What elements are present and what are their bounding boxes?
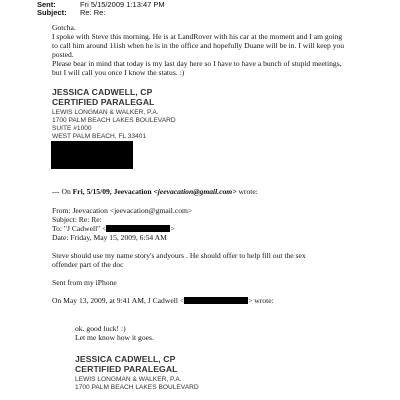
message-line: Please bear in mind that today is my last day here so I have to have a bunch of stupid meetings, [52,59,342,68]
redaction-block [51,141,133,169]
signature-suite: SUITE #1000 [52,125,92,132]
signature-city: WEST PALM BEACH, FL 33401 [52,133,147,140]
signature-firm: LEWIS LONGMAN & WALKER, P.A. [52,109,159,116]
signature-firm: LEWIS LONGMAN & WALKER, P.A. [75,376,182,383]
quoted-to: To: "J Cadwell" < > [52,224,175,233]
message-line: but I will call you once I know the status. :) [52,68,185,77]
signature-title: CERTIFIED PARALEGAL [75,364,178,374]
signature-name: JESSICA CADWELL, CP [75,354,176,364]
message-greeting: Gotcha. [52,23,76,32]
quoted-date: Date: Friday, May 15, 2009, 6:54 AM [52,233,167,242]
sent-label: Sent: [37,0,56,9]
quoted-from: From: Jeevacation <jeevacation@gmail.com> [52,206,193,215]
sent-from-iphone: Sent from my iPhone [52,278,117,287]
message-line: posted. [52,50,74,59]
redaction-inline [184,297,248,304]
nested-intro: On May 13, 2009, at 9:41 AM, J Cadwell < > wrote: [52,296,274,305]
quoted-reply-line: Let me know how it goes. [75,333,154,342]
signature-street: 1700 PALM BEACH LAKES BOULEVARD [52,117,176,124]
quoted-intro: --- On Fri, 5/15/09, Jeevacation <jeevacation@gmail.com> wrote: [52,187,258,196]
quoted-reply-line: ok. good luck! :) [75,324,126,333]
redaction-inline [106,225,170,232]
sent-value: Fri 5/15/2009 1:13:47 PM [80,0,165,9]
quoted-body-line: offender part of the doc [52,260,124,269]
signature-name: JESSICA CADWELL, CP [52,87,153,97]
message-line: I spoke with Steve this morning. He is at LandRover with his car at the moment and I am going [52,32,343,41]
quoted-body-line: Steve should use my name story's andyours . He should offer to help fill out the sex [52,251,306,260]
subject-value: Re: Re: [80,8,106,17]
signature-title: CERTIFIED PARALEGAL [52,97,155,107]
message-line: to call him around 11ish when he is in the office and hopefully Duane will be in. I will keep you [52,41,345,50]
signature-street: 1700 PALM BEACH LAKES BOULEVARD [75,384,199,391]
subject-label: Subject: [37,8,67,17]
quoted-subject: Subject: Re: Re: [52,215,102,224]
